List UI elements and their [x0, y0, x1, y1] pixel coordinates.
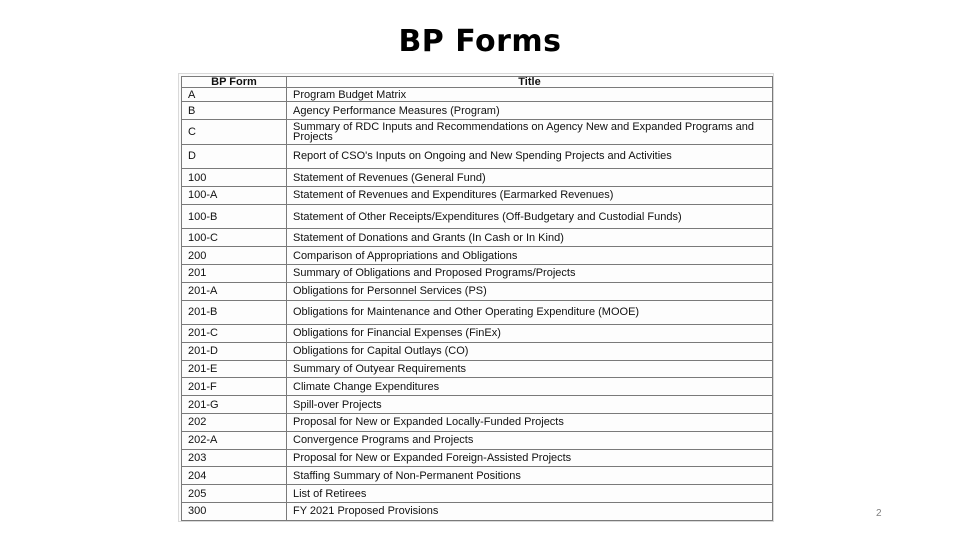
table-row [182, 300, 773, 324]
form-code-cell: 201-E [182, 360, 287, 378]
table-row [182, 324, 773, 342]
table-row [182, 144, 773, 168]
form-title-cell: Obligations for Capital Outlays (CO) [287, 342, 773, 360]
form-title-cell: Statement of Donations and Grants (In Cash or In Kind) [287, 229, 773, 247]
form-code-cell: C [182, 120, 287, 144]
form-title-cell: Agency Performance Measures (Program) [287, 102, 773, 120]
page-number: 2 [876, 508, 882, 519]
table-row [182, 502, 773, 520]
form-title-cell: Spill-over Projects [287, 396, 773, 414]
form-code-cell: 203 [182, 449, 287, 467]
form-code-cell: 201-B [182, 300, 287, 324]
form-title-cell: Obligations for Personnel Services (PS) [287, 282, 773, 300]
form-title-cell: Report of CSO's Inputs on Ongoing and New Spending Projects and Activities [287, 144, 773, 168]
form-code-cell: D [182, 144, 287, 168]
table-body [182, 88, 773, 521]
form-title-cell: Summary of Outyear Requirements [287, 360, 773, 378]
form-title-cell: Staffing Summary of Non-Permanent Positions [287, 467, 773, 485]
table-row [182, 169, 773, 187]
header-title: Title [287, 77, 773, 88]
form-title-cell: List of Retirees [287, 485, 773, 503]
form-code-cell: 205 [182, 485, 287, 503]
form-code-cell: 201-A [182, 282, 287, 300]
table-row [182, 264, 773, 282]
table-row [182, 467, 773, 485]
slide-title: BP Forms [398, 24, 562, 59]
table-row [182, 204, 773, 228]
form-title-cell: Obligations for Maintenance and Other Operating Expenditure (MOOE) [287, 300, 773, 324]
form-title-cell: Summary of RDC Inputs and Recommendations on Agency New and Expanded Programs and Projects [287, 120, 773, 144]
table-row [182, 431, 773, 449]
form-title-cell: FY 2021 Proposed Provisions [287, 502, 773, 520]
form-title-cell: Proposal for New or Expanded Foreign-Assisted Projects [287, 449, 773, 467]
form-code-cell: A [182, 88, 287, 102]
form-code-cell: 201-C [182, 324, 287, 342]
form-title-cell: Convergence Programs and Projects [287, 431, 773, 449]
table-row [182, 449, 773, 467]
table-row [182, 342, 773, 360]
bp-forms-table [181, 76, 773, 521]
table-row [182, 413, 773, 431]
form-code-cell: B [182, 102, 287, 120]
table-row [182, 396, 773, 414]
form-title-cell: Obligations for Financial Expenses (FinEx) [287, 324, 773, 342]
table-row [182, 378, 773, 396]
bp-forms-table-image [178, 73, 774, 522]
form-code-cell: 201-D [182, 342, 287, 360]
table-row [182, 485, 773, 503]
table-row [182, 360, 773, 378]
table-header-row [182, 77, 773, 88]
form-title-cell: Statement of Revenues and Expenditures (Earmarked Revenues) [287, 187, 773, 205]
form-code-cell: 201-F [182, 378, 287, 396]
form-code-cell: 100-A [182, 187, 287, 205]
form-code-cell: 201 [182, 264, 287, 282]
table-row [182, 187, 773, 205]
table-row [182, 120, 773, 144]
table-row [182, 102, 773, 120]
table-row [182, 282, 773, 300]
form-title-cell: Statement of Other Receipts/Expenditures (Off-Budgetary and Custodial Funds) [287, 204, 773, 228]
form-code-cell: 200 [182, 247, 287, 265]
form-title-cell: Comparison of Appropriations and Obligations [287, 247, 773, 265]
form-title-cell: Statement of Revenues (General Fund) [287, 169, 773, 187]
form-title-cell: Program Budget Matrix [287, 88, 773, 102]
table-row [182, 229, 773, 247]
table-row [182, 88, 773, 102]
form-title-cell: Climate Change Expenditures [287, 378, 773, 396]
form-title-cell: Proposal for New or Expanded Locally-Funded Projects [287, 413, 773, 431]
form-code-cell: 100-C [182, 229, 287, 247]
form-code-cell: 300 [182, 502, 287, 520]
form-code-cell: 204 [182, 467, 287, 485]
header-bp-form: BP Form [182, 77, 287, 88]
form-code-cell: 202-A [182, 431, 287, 449]
form-code-cell: 202 [182, 413, 287, 431]
table-row [182, 247, 773, 265]
form-code-cell: 100-B [182, 204, 287, 228]
form-title-cell: Summary of Obligations and Proposed Programs/Projects [287, 264, 773, 282]
form-code-cell: 100 [182, 169, 287, 187]
form-code-cell: 201-G [182, 396, 287, 414]
